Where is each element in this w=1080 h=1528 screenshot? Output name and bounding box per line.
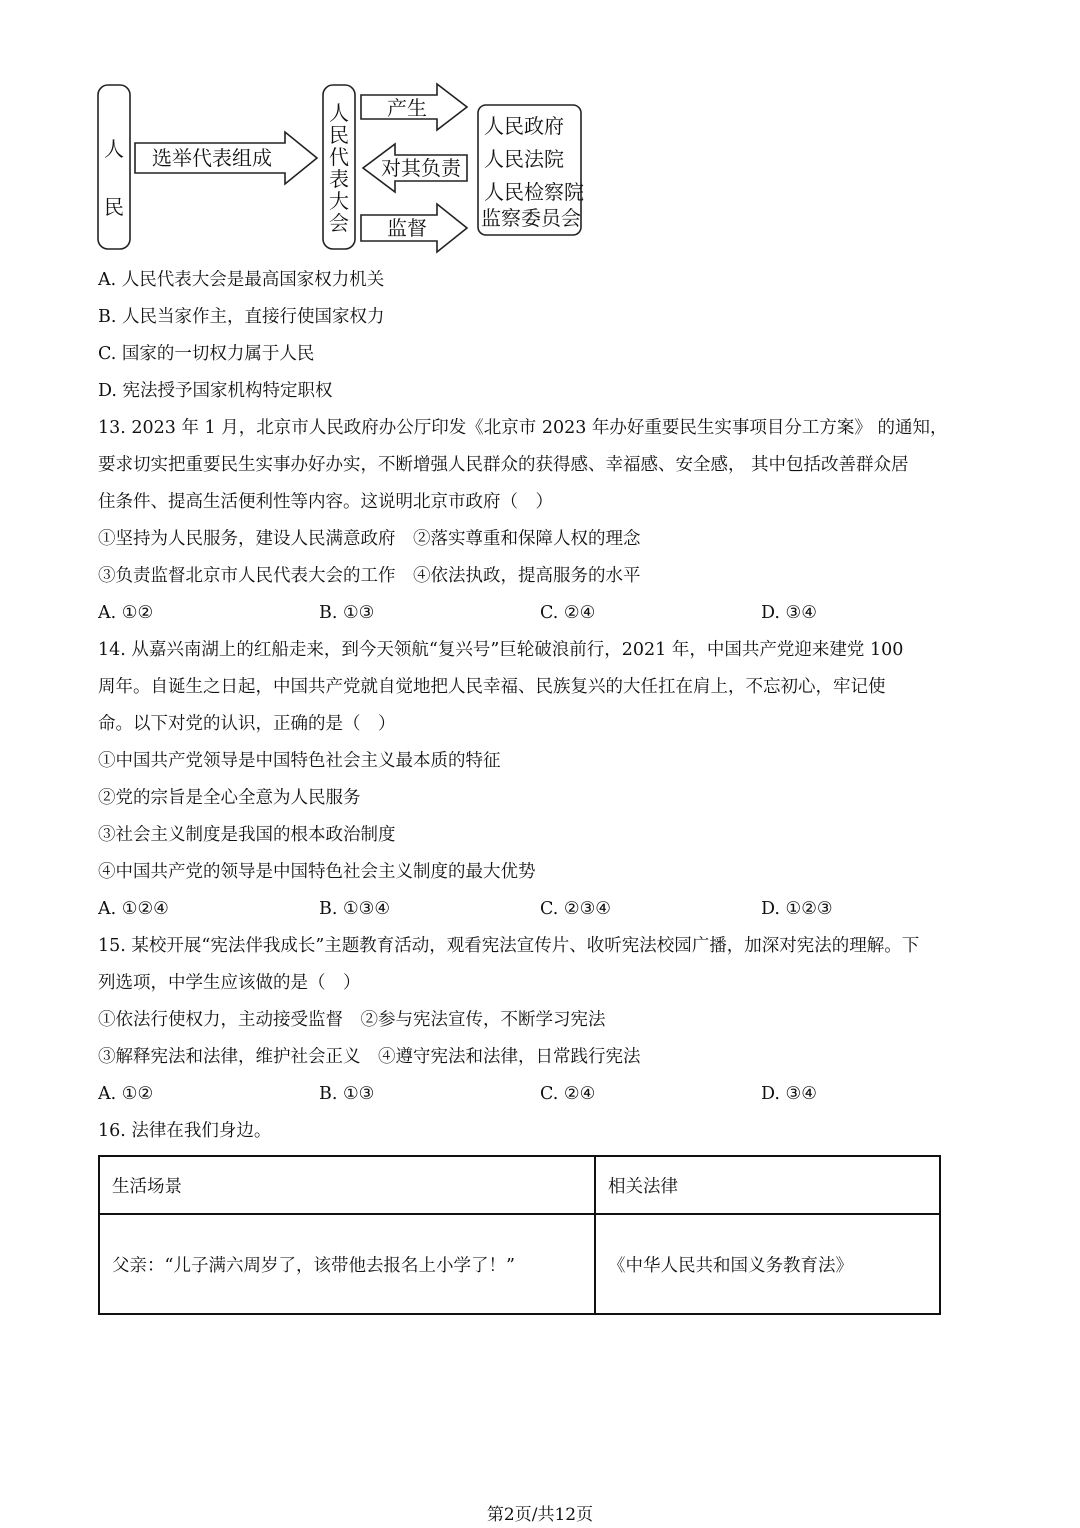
table-cell-scene: 父亲：“儿子满六周岁了，该带他去报名上小学了！” [99, 1214, 595, 1314]
law-table [98, 1155, 941, 1315]
q14-stem-line: 命。以下对党的认识，正确的是（ ） [98, 714, 396, 734]
table-header-scene: 生活场景 [99, 1156, 595, 1214]
q15-statement: ①依法行使权力，主动接受监督 ②参与宪法宣传，不断学习宪法 [98, 1010, 606, 1030]
q14-stem-line: 14. 从嘉兴南湖上的红船走来，到今天领航“复兴号”巨轮破浪前行，2021 年，中国共产党迎来建党 100 [98, 640, 904, 660]
supervise-arrow-label: 监督 [387, 216, 427, 240]
page-footer: 第2页/共12页 [486, 1505, 594, 1525]
q14-choice-b: B. ①③④ [319, 899, 391, 919]
organ-supervisory-commission: 监察委员会 [481, 206, 581, 230]
q13-choices [98, 595, 988, 632]
table-row [99, 1214, 940, 1314]
q12-option-c: C. 国家的一切权力属于人民 [98, 344, 315, 364]
q15-choice-d: D. ③④ [761, 1084, 817, 1104]
organ-procuratorate: 人民检察院 [484, 180, 584, 204]
produce-arrow-label: 产生 [387, 96, 427, 120]
q13-choice-b: B. ①③ [319, 603, 375, 623]
q12-option-b: B. 人民当家作主，直接行使国家权力 [98, 307, 385, 327]
q14-stem-line: 周年。自诞生之日起，中国共产党就自觉地把人民幸福、民族复兴的大任扛在肩上，不忘初心，牢记使 [98, 677, 886, 697]
q14-choice-d: D. ①②③ [761, 899, 833, 919]
q13-stem-line: 住条件、提高生活便利性等内容。这说明北京市政府（ ） [98, 492, 553, 512]
q14-statement: ①中国共产党领导是中国特色社会主义最本质的特征 [98, 751, 501, 771]
table-header-row [99, 1156, 940, 1214]
q13-choice-c: C. ②④ [540, 603, 596, 623]
q13-statement: ③负责监督北京市人民代表大会的工作 ④依法执政，提高服务的水平 [98, 566, 641, 586]
table-header-law: 相关法律 [595, 1156, 940, 1214]
q15-choices [98, 1076, 988, 1113]
responsible-arrow-label: 对其负责 [381, 156, 461, 180]
q16-title: 16. 法律在我们身边。 [98, 1121, 272, 1141]
q14-choice-a: A. ①②④ [98, 899, 169, 919]
q13-stem-line: 要求切实把重要民生实事办好办实，不断增强人民群众的获得感、幸福感、安全感， 其中包括改善群众居 [98, 455, 909, 475]
table-cell-law: 《中华人民共和国义务教育法》 [595, 1214, 940, 1314]
organ-government: 人民政府 [484, 114, 564, 138]
congress-label: 人 民 代 表 大 会 [329, 101, 349, 235]
organ-court: 人民法院 [484, 147, 564, 171]
q15-stem-line: 15. 某校开展“宪法伴我成长”主题教育活动，观看宪法宣传片、收听宪法校园广播，加深对宪法的理解。下 [98, 936, 920, 956]
q14-choices [98, 891, 988, 928]
structure-diagram [95, 80, 595, 255]
q14-statement: ③社会主义制度是我国的根本政治制度 [98, 825, 396, 845]
q14-statement: ④中国共产党的领导是中国特色社会主义制度的最大优势 [98, 862, 536, 882]
q15-stem-line: 列选项，中学生应该做的是（ ） [98, 973, 361, 993]
q15-choice-c: C. ②④ [540, 1084, 596, 1104]
q14-statement: ②党的宗旨是全心全意为人民服务 [98, 788, 361, 808]
question-content [98, 262, 988, 1150]
q12-option-d: D. 宪法授予国家机构特定职权 [98, 381, 333, 401]
q13-stem-line: 13. 2023 年 1 月，北京市人民政府办公厅印发《北京市 2023 年办好重要民生实事项目分工方案》 的通知， [98, 418, 948, 438]
q15-choice-a: A. ①② [98, 1084, 154, 1104]
elect-arrow-label: 选举代表组成 [152, 146, 272, 170]
q15-statement: ③解释宪法和法律，维护社会正义 ④遵守宪法和法律，日常践行宪法 [98, 1047, 641, 1067]
q12-option-a: A. 人民代表大会是最高国家权力机关 [98, 270, 385, 290]
q14-choice-c: C. ②③④ [540, 899, 611, 919]
q13-choice-a: A. ①② [98, 603, 154, 623]
people-label: 人 民 [104, 137, 124, 219]
q15-choice-b: B. ①③ [319, 1084, 375, 1104]
q13-choice-d: D. ③④ [761, 603, 817, 623]
q13-statement: ①坚持为人民服务，建设人民满意政府 ②落实尊重和保障人权的理念 [98, 529, 641, 549]
